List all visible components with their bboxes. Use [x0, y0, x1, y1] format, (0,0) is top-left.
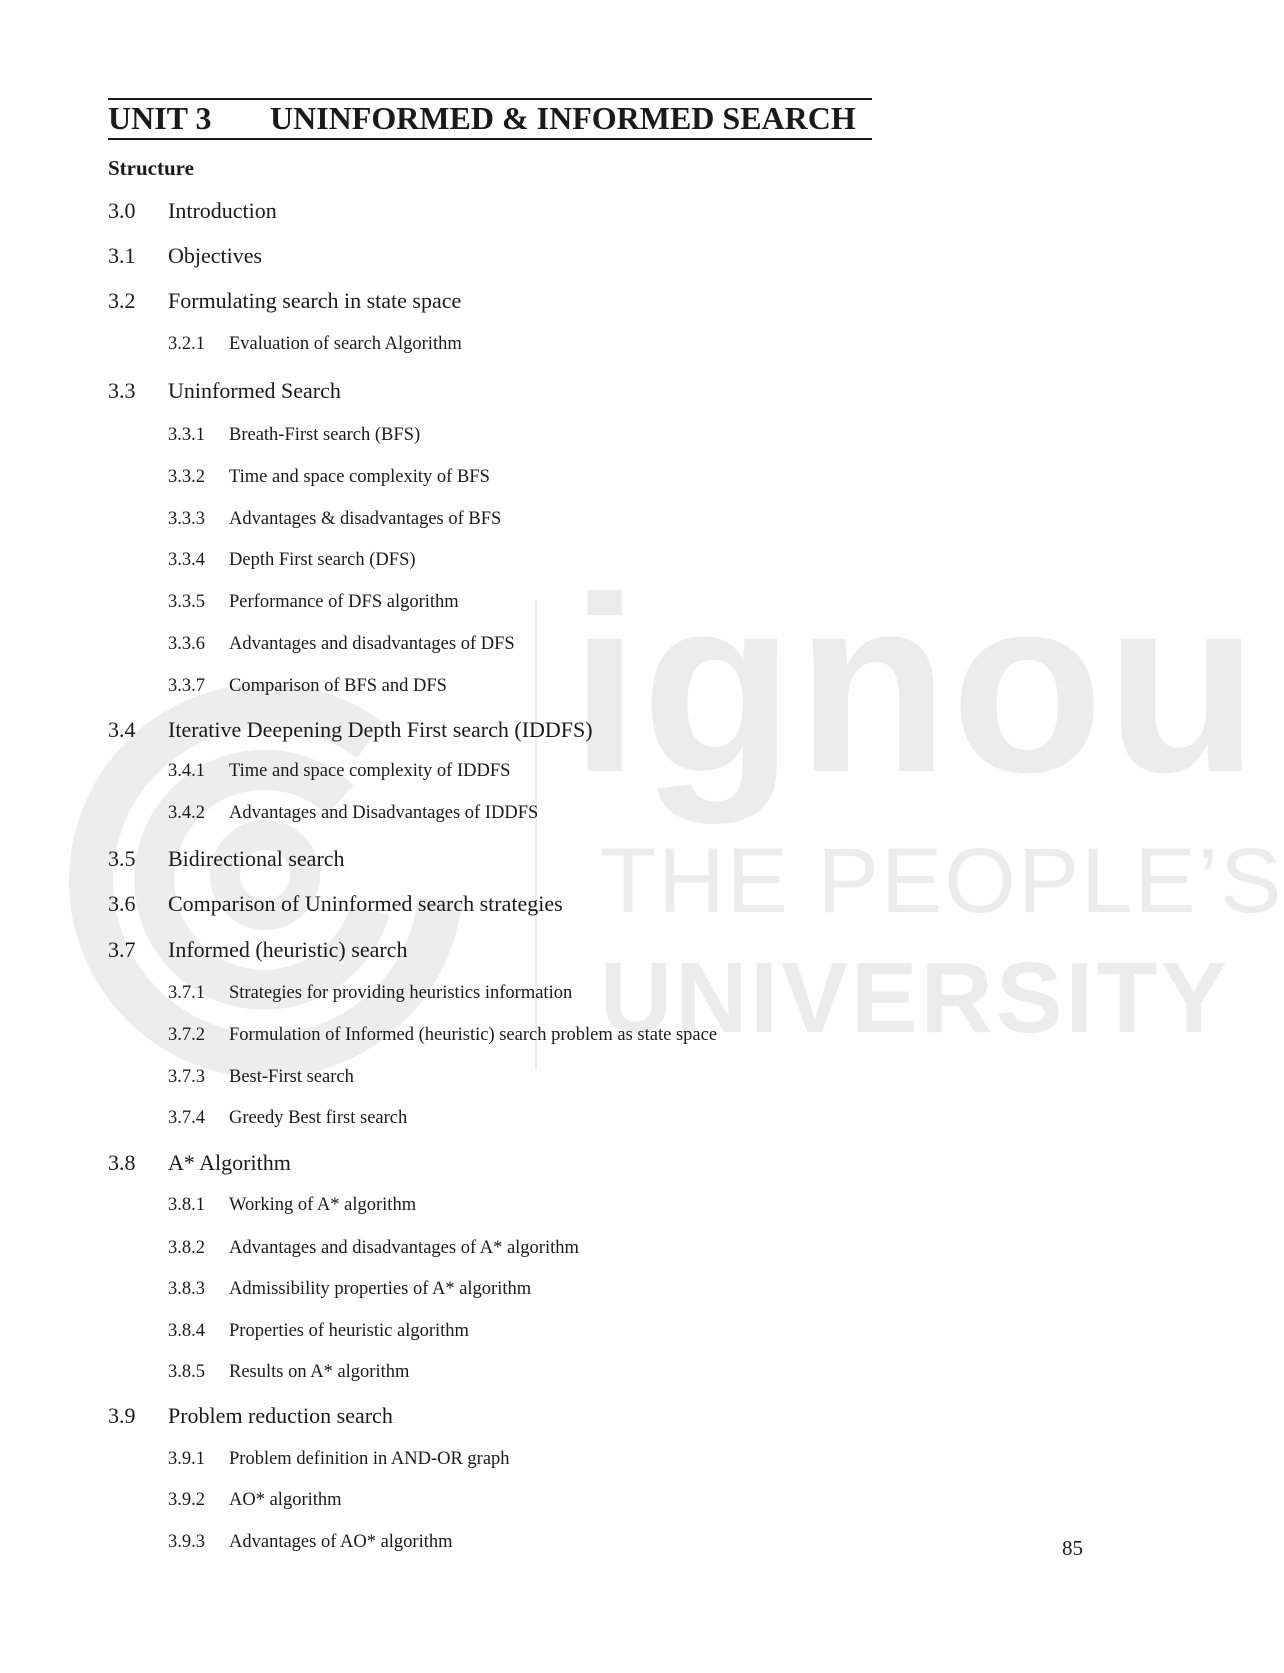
toc-subsection	[168, 592, 459, 613]
toc-title: Bidirectional search	[168, 846, 345, 871]
toc-title: Evaluation of search Algorithm	[229, 334, 462, 354]
toc-section	[108, 243, 262, 269]
toc-subsection	[168, 983, 572, 1004]
toc-number: 3.3.6	[168, 634, 205, 654]
toc-title: Problem reduction search	[168, 1403, 393, 1428]
toc-subsection	[168, 1108, 407, 1129]
toc-subsection	[168, 1449, 510, 1470]
toc-subsection	[168, 1279, 531, 1300]
toc-subsection	[168, 550, 416, 571]
toc-number: 3.9.1	[168, 1449, 205, 1469]
watermark-ignou: ignou	[570, 545, 1261, 824]
toc-title: Advantages and disadvantages of A* algorithm	[229, 1238, 579, 1258]
toc-section	[108, 198, 277, 224]
toc-subsection	[168, 676, 447, 697]
toc-title: Problem definition in AND-OR graph	[229, 1449, 510, 1469]
toc-number: 3.4.2	[168, 803, 205, 823]
toc-subsection	[168, 334, 462, 355]
toc-number: 3.3.7	[168, 676, 205, 696]
toc-number: 3.8.4	[168, 1321, 205, 1341]
toc-subsection	[168, 761, 510, 782]
watermark-peoples: THE PEOPLE’S	[600, 830, 1284, 932]
toc-number: 3.2.1	[168, 334, 205, 354]
toc-subsection	[168, 1490, 342, 1511]
toc-subsection	[168, 1195, 416, 1216]
toc-number: 3.8.2	[168, 1238, 205, 1258]
toc-title: Iterative Deepening Depth First search (IDDFS)	[168, 717, 593, 742]
toc-title: Formulation of Informed (heuristic) search problem as state space	[229, 1025, 718, 1045]
toc-subsection	[168, 467, 490, 488]
toc-title: Objectives	[168, 243, 263, 268]
toc-title: Comparison of Uninformed search strategies	[168, 891, 563, 916]
toc-number: 3.8.3	[168, 1279, 205, 1299]
toc-number: 3.8.5	[168, 1362, 205, 1382]
unit-number: UNIT 3	[108, 100, 212, 136]
toc-number: 3.8	[108, 1150, 136, 1175]
toc-number: 3.4	[108, 717, 136, 742]
toc-title: Depth First search (DFS)	[229, 550, 416, 570]
toc-title: Results on A* algorithm	[229, 1362, 410, 1382]
watermark-university: UNIVERSITY	[600, 942, 1231, 1054]
toc-title: Greedy Best first search	[229, 1108, 408, 1128]
toc-number: 3.6	[108, 891, 136, 916]
toc-number: 3.3.3	[168, 509, 205, 529]
toc-subsection	[168, 1238, 579, 1259]
unit-title	[108, 100, 856, 137]
toc-number: 3.7.1	[168, 983, 205, 1003]
toc-section	[108, 378, 341, 404]
toc-title: Properties of heuristic algorithm	[229, 1321, 469, 1341]
toc-subsection	[168, 509, 501, 530]
toc-title: Uninformed Search	[168, 378, 341, 403]
toc-title: Performance of DFS algorithm	[229, 592, 459, 612]
toc-title: Advantages of AO* algorithm	[229, 1532, 453, 1552]
toc-title: Working of A* algorithm	[229, 1195, 417, 1215]
toc-number: 3.3	[108, 378, 136, 403]
toc-section	[108, 717, 593, 743]
toc-number: 3.1	[108, 243, 136, 268]
toc-title: Comparison of BFS and DFS	[229, 676, 447, 696]
toc-number: 3.7.2	[168, 1025, 205, 1045]
toc-subsection	[168, 803, 538, 824]
toc-number: 3.3.4	[168, 550, 205, 570]
toc-subsection	[168, 1025, 717, 1046]
toc-title: Advantages & disadvantages of BFS	[229, 509, 502, 529]
toc-subsection	[168, 1362, 409, 1383]
toc-title: A* Algorithm	[168, 1150, 291, 1175]
toc-number: 3.0	[108, 198, 136, 223]
toc-section	[108, 846, 345, 872]
toc-number: 3.8.1	[168, 1195, 205, 1215]
toc-number: 3.3.2	[168, 467, 205, 487]
title-rule-bottom	[108, 138, 872, 140]
toc-number: 3.4.1	[168, 761, 205, 781]
toc-subsection	[168, 1532, 453, 1553]
toc-number: 3.7.4	[168, 1108, 205, 1128]
toc-title: Time and space complexity of IDDFS	[229, 761, 511, 781]
toc-title: Best-First search	[229, 1067, 354, 1087]
toc-title: AO* algorithm	[229, 1490, 342, 1510]
toc-number: 3.9	[108, 1403, 136, 1428]
toc-title: Admissibility properties of A* algorithm	[229, 1279, 532, 1299]
toc-number: 3.2	[108, 288, 136, 313]
toc-title: Introduction	[168, 198, 277, 223]
toc-number: 3.7.3	[168, 1067, 205, 1087]
toc-title: Advantages and disadvantages of DFS	[229, 634, 515, 654]
unit-name: UNINFORMED & INFORMED SEARCH	[270, 100, 856, 136]
toc-section	[108, 288, 461, 314]
toc-number: 3.5	[108, 846, 136, 871]
toc-title: Advantages and Disadvantages of IDDFS	[229, 803, 539, 823]
toc-title: Time and space complexity of BFS	[229, 467, 490, 487]
toc-section	[108, 1403, 393, 1429]
toc-number: 3.7	[108, 937, 136, 962]
toc-title: Breath-First search (BFS)	[229, 425, 421, 445]
toc-number: 3.9.2	[168, 1490, 205, 1510]
page-number: 85	[1062, 1536, 1083, 1560]
toc-section	[108, 1150, 291, 1176]
toc-subsection	[168, 1067, 354, 1088]
toc-subsection	[168, 634, 515, 655]
structure-heading: Structure	[108, 156, 194, 180]
toc-number: 3.3.5	[168, 592, 205, 612]
toc-title: Formulating search in state space	[168, 288, 462, 313]
toc-section	[108, 891, 563, 917]
toc-subsection	[168, 425, 420, 446]
toc-section	[108, 937, 407, 963]
toc-number: 3.3.1	[168, 425, 205, 445]
toc-title: Strategies for providing heuristics information	[229, 983, 573, 1003]
toc-number: 3.9.3	[168, 1532, 205, 1552]
toc-title: Informed (heuristic) search	[168, 937, 408, 962]
toc-subsection	[168, 1321, 469, 1342]
